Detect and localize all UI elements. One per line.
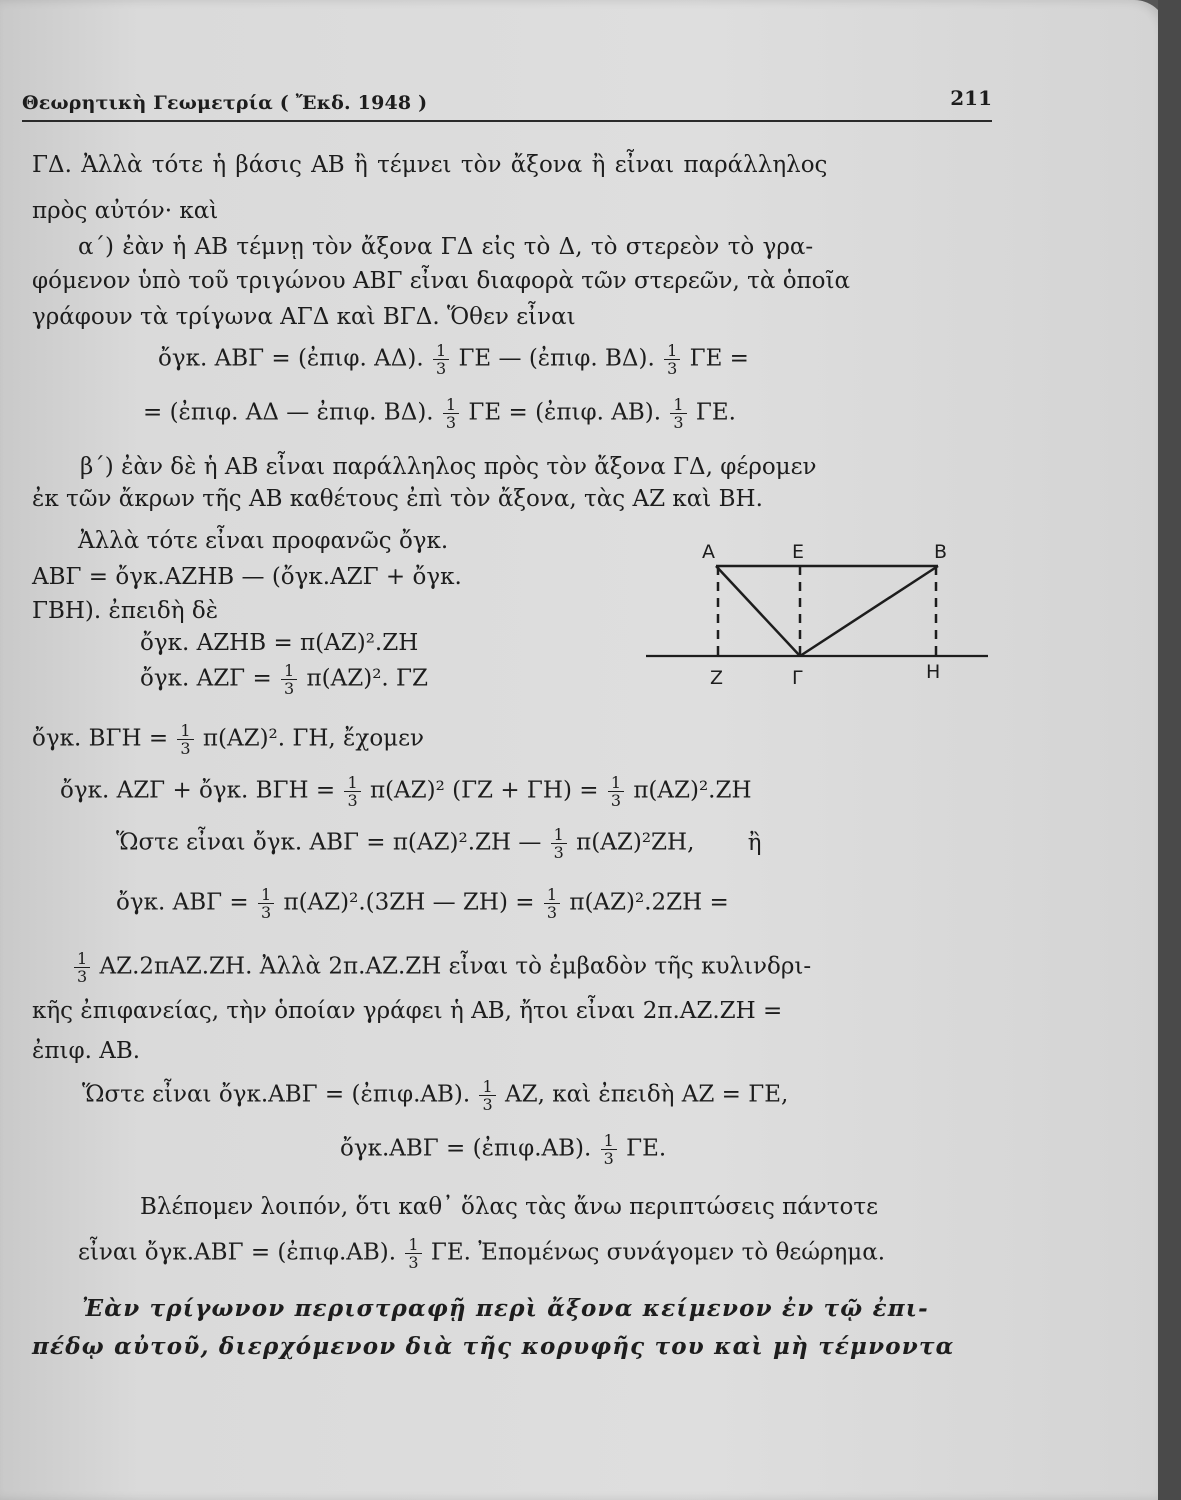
segment-ag: [716, 566, 800, 656]
equation-theorem: εἶναι ὄγκ.ΑΒΓ = (ἐπιφ.ΑΒ). $\frac{1}{3}$ ΓΕ. Ἐπομένως συνάγομεν τὸ θεώρημα.: [78, 1235, 886, 1272]
equation-2: = (ἐπιφ. ΑΔ — ἐπιφ. ΒΔ). $\frac{1}{3}$ ΓΕ = (ἐπιφ. ΑΒ). $\frac{1}{3}$ ΓΕ.: [143, 395, 736, 432]
fraction-one-third: $\frac{1}{3}$: [281, 662, 297, 697]
equation-bgh: ὄγκ. ΒΓΗ = $\frac{1}{3}$ π(ΑΖ)². ΓΗ, ἔχομεν: [32, 721, 425, 758]
page-edge-shadow: [1158, 0, 1181, 1500]
text-line: ΓΔ. Ἀλλὰ τότε ἡ βάσις ΑΒ ἢ τέμνει τὸν ἄξονα ἢ εἶναι παράλληλος: [32, 152, 828, 178]
text-line: γράφουν τὰ τρίγωνα ΑΓΔ καὶ ΒΓΔ. Ὅθεν εἶναι: [32, 304, 576, 330]
equation-final-1: Ὥστε εἶναι ὄγκ.ΑΒΓ = (ἐπιφ.ΑΒ). $\frac{1}{3}$ ΑΖ, καὶ ἐπειδὴ ΑΖ = ΓΕ,: [82, 1077, 789, 1114]
running-header: [22, 86, 992, 118]
label-z: Z: [710, 667, 724, 689]
text-line: Ἀλλὰ τότε εἶναι προφανῶς ὄγκ.: [78, 528, 449, 554]
fraction-one-third: $\frac{1}{3}$: [74, 950, 90, 985]
fraction-one-third: $\frac{1}{3}$: [443, 396, 459, 431]
diagram-svg: [640, 538, 990, 690]
text-line: ΑΒΓ = ὄγκ.ΑΖΗΒ — (ὄγκ.ΑΖΓ + ὄγκ.: [32, 564, 462, 590]
fraction-one-third: $\frac{1}{3}$: [177, 722, 193, 757]
label-b: B: [934, 541, 948, 563]
fraction-one-third: $\frac{1}{3}$: [344, 774, 360, 809]
text-line: β΄) ἐὰν δὲ ἡ ΑΒ εἶναι παράλληλος πρὸς τὸν ἄξονα ΓΔ, φέρομεν: [80, 454, 817, 480]
fraction-one-third: $\frac{1}{3}$: [544, 886, 560, 921]
equation-hence: Ὥστε εἶναι ὄγκ. ΑΒΓ = π(ΑΖ)².ΖΗ — $\frac{1}{3}$ π(ΑΖ)²ΖΗ, ἢ: [116, 825, 762, 862]
equation-azg: ὄγκ. ΑΖΓ = $\frac{1}{3}$ π(ΑΖ)². ΓΖ: [140, 661, 428, 698]
text-line: ἐπιφ. ΑΒ.: [32, 1038, 141, 1064]
text-line: Βλέπομεν λοιπόν, ὅτι καθ᾽ ὅλας τὰς ἄνω περιπτώσεις πάντοτε: [140, 1194, 878, 1220]
fraction-one-third: $\frac{1}{3}$: [608, 774, 624, 809]
theorem-line: Ἐὰν τρίγωνον περιστραφῇ περὶ ἄξονα κείμενον ἐν τῷ ἐπι-: [82, 1295, 929, 1322]
label-h: H: [926, 661, 941, 683]
fraction-one-third: $\frac{1}{3}$: [479, 1078, 495, 1113]
segment-bg: [800, 566, 938, 656]
text-line: ὄγκ. ΑΖΗΒ = π(ΑΖ)².ΖΗ: [140, 630, 419, 656]
header-title: Θεωρητικὴ Γεωμετρία ( Ἔκδ. 1948 ): [22, 92, 428, 114]
label-g: Γ: [792, 667, 803, 689]
text-line: ΓΒΗ). ἐπειδὴ δὲ: [32, 598, 219, 624]
fraction-one-third: $\frac{1}{3}$: [664, 342, 680, 377]
text-line: κῆς ἐπιφανείας, τὴν ὁποίαν γράφει ἡ ΑΒ, ἤτοι εἶναι 2π.ΑΖ.ΖΗ =: [32, 998, 783, 1024]
text-line: ἐκ τῶν ἄκρων τῆς ΑΒ καθέτους ἐπὶ τὸν ἄξονα, τὰς ΑΖ καὶ ΒΗ.: [32, 486, 763, 512]
page-number: 211: [950, 86, 992, 110]
label-a: A: [702, 541, 715, 563]
equation-3zh: ὄγκ. ΑΒΓ = $\frac{1}{3}$ π(ΑΖ)².(3ΖΗ — ΖΗ) = $\frac{1}{3}$ π(ΑΖ)².2ΖΗ =: [116, 885, 729, 922]
header-rule: [22, 120, 992, 122]
geometry-diagram: [640, 538, 990, 690]
text-line: φόμενον ὑπὸ τοῦ τριγώνου ΑΒΓ εἶναι διαφορὰ τῶν στερεῶν, τὰ ὁποῖα: [32, 268, 851, 294]
fraction-one-third: $\frac{1}{3}$: [551, 826, 567, 861]
fraction-one-third: $\frac{1}{3}$: [670, 396, 686, 431]
text-line: πρὸς αὐτόν· καὶ: [32, 198, 219, 224]
equation-1: ὄγκ. ΑΒΓ = (ἐπιφ. ΑΔ). $\frac{1}{3}$ ΓΕ — (ἐπιφ. ΒΔ). $\frac{1}{3}$ ΓΕ =: [158, 341, 749, 378]
equation-final-2: ὄγκ.ΑΒΓ = (ἐπιφ.ΑΒ). $\frac{1}{3}$ ΓΕ.: [340, 1131, 667, 1168]
theorem-line: πέδῳ αὐτοῦ, διερχόμενον διὰ τῆς κορυφῆς του καὶ μὴ τέμνοντα: [32, 1333, 955, 1360]
fraction-one-third: $\frac{1}{3}$: [601, 1132, 617, 1167]
text-line: α΄) ἐὰν ἡ ΑΒ τέμνῃ τὸν ἄξονα ΓΔ εἰς τὸ Δ, τὸ στερεὸν τὸ γρα-: [78, 234, 814, 260]
equation-sum: ὄγκ. ΑΖΓ + ὄγκ. ΒΓΗ = $\frac{1}{3}$ π(ΑΖ)² (ΓΖ + ΓΗ) = $\frac{1}{3}$ π(ΑΖ)².ΖΗ: [60, 773, 752, 810]
fraction-one-third: $\frac{1}{3}$: [433, 342, 449, 377]
label-e: E: [792, 541, 805, 563]
equation-cylinder: $\frac{1}{3}$ ΑΖ.2πΑΖ.ΖΗ. Ἀλλὰ 2π.ΑΖ.ΖΗ εἶναι τὸ ἐμβαδὸν τῆς κυλινδρι-: [72, 950, 811, 985]
fraction-one-third: $\frac{1}{3}$: [405, 1236, 421, 1271]
fraction-one-third: $\frac{1}{3}$: [258, 886, 274, 921]
